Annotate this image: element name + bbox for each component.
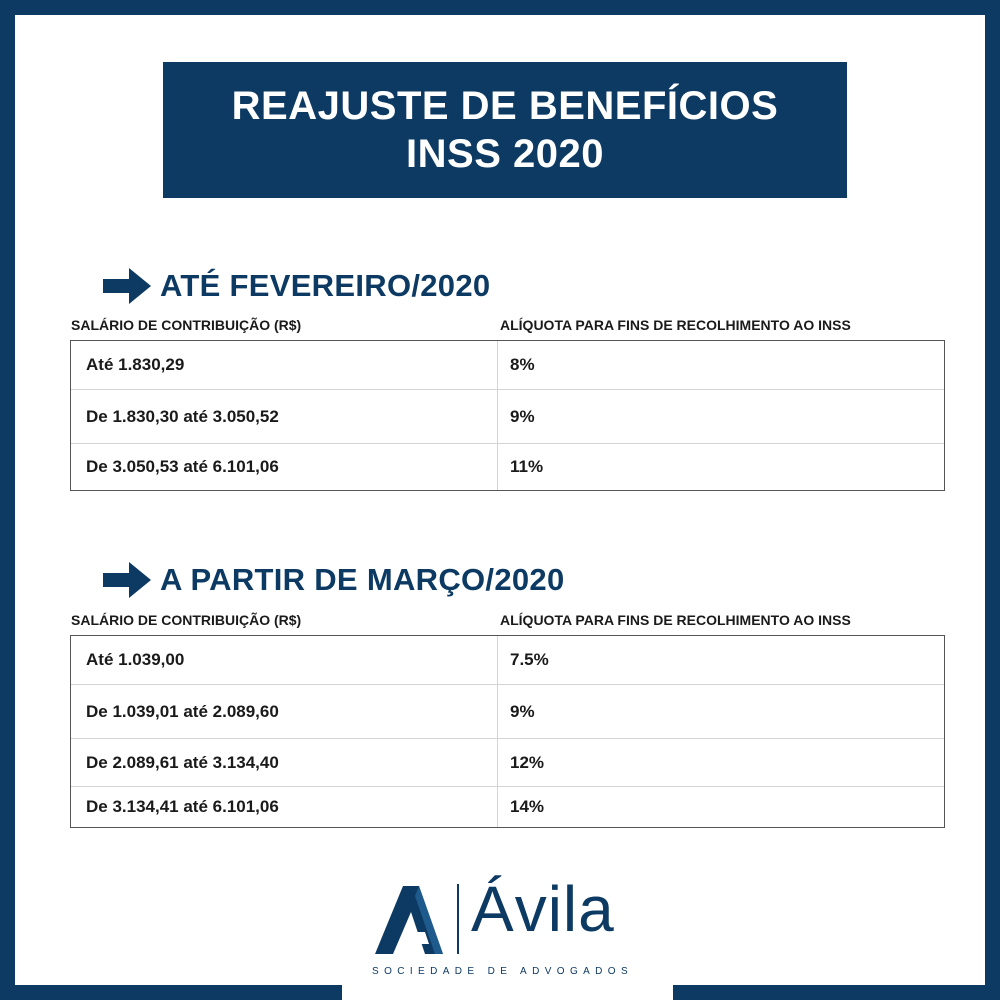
rate-cell: 14% [510, 797, 545, 816]
section-heading-1 [103, 266, 490, 306]
frame-bottom-right [673, 985, 1000, 1000]
salary-cell: De 1.830,30 até 3.050,52 [71, 390, 498, 443]
salary-cell: De 3.050,53 até 6.101,06 [71, 444, 498, 490]
table-row [71, 636, 944, 684]
rate-cell: 7.5% [510, 650, 549, 669]
salary-cell: Até 1.830,29 [71, 341, 498, 389]
column-header-salary: SALÁRIO DE CONTRIBUIÇÃO (R$) [71, 612, 302, 628]
rate-cell: 11% [510, 457, 544, 476]
table-row [71, 738, 944, 786]
logo-tagline: SOCIEDADE DE ADVOGADOS [372, 966, 634, 977]
salary-cell: De 3.134,41 até 6.101,06 [71, 787, 498, 827]
avila-logo [370, 873, 650, 980]
rate-cell: 9% [510, 701, 535, 721]
logo-name: Ávila [471, 873, 615, 945]
contribution-table-2 [70, 635, 945, 828]
section-heading-2 [103, 560, 565, 600]
avila-a-mark-icon [373, 884, 445, 956]
section-title: A PARTIR DE MARÇO/2020 [160, 562, 565, 597]
salary-cell: De 2.089,61 até 3.134,40 [71, 739, 498, 786]
table-row [71, 443, 944, 490]
arrow-right-icon [103, 268, 151, 304]
title-line-1: REAJUSTE DE BENEFÍCIOS [231, 84, 779, 128]
column-header-rate: ALÍQUOTA PARA FINS DE RECOLHIMENTO AO INSS [500, 612, 851, 628]
salary-cell: Até 1.039,00 [71, 636, 498, 684]
column-header-rate: ALÍQUOTA PARA FINS DE RECOLHIMENTO AO INSS [500, 317, 851, 333]
frame-bottom-left [0, 985, 342, 1000]
table-row [71, 786, 944, 827]
table-row [71, 341, 944, 389]
column-header-salary: SALÁRIO DE CONTRIBUIÇÃO (R$) [71, 317, 302, 333]
rate-cell: 8% [510, 355, 535, 374]
arrow-right-icon [103, 562, 151, 598]
section-title: ATÉ FEVEREIRO/2020 [160, 268, 491, 303]
rate-cell: 12% [510, 752, 545, 772]
logo-divider [457, 884, 459, 954]
salary-cell: De 1.039,01 até 2.089,60 [71, 685, 498, 738]
table-row [71, 684, 944, 738]
table-row [71, 389, 944, 443]
rate-cell: 9% [510, 406, 535, 426]
title-line-2: INSS 2020 [406, 132, 604, 176]
title-banner [163, 62, 847, 198]
contribution-table-1 [70, 340, 945, 491]
